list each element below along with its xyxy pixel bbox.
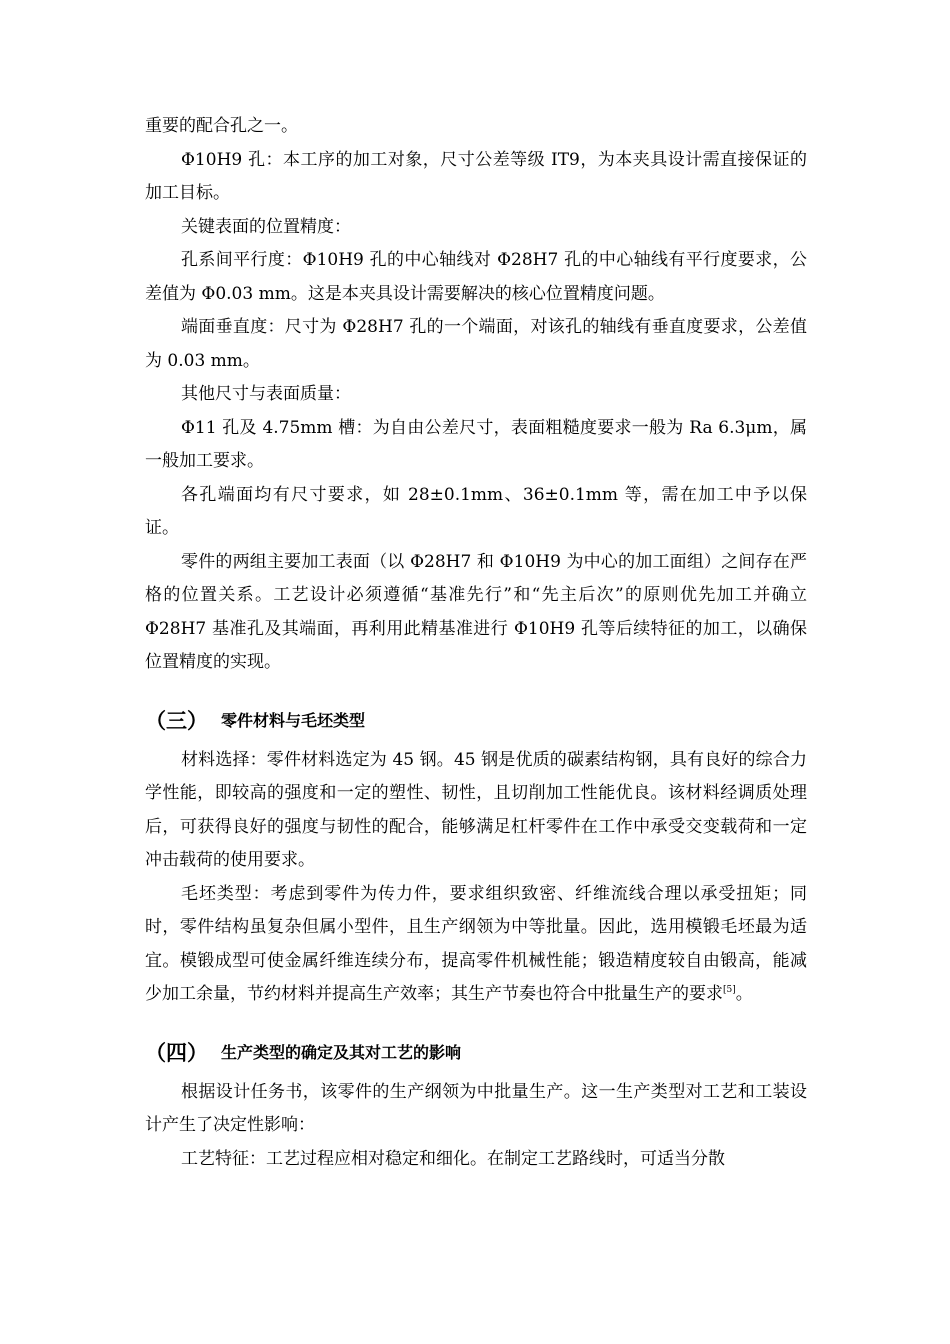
paragraph: 根据设计任务书，该零件的生产纲领为中批量生产。这一生产类型对工艺和工装设计产生了决定性影响： bbox=[145, 1081, 807, 1135]
section-title: 零件材料与毛坯类型 bbox=[221, 711, 366, 730]
paragraph: 关键表面的位置精度： bbox=[181, 216, 351, 237]
section-number: （四） bbox=[145, 1040, 208, 1065]
paragraph: Φ10H9 孔：本工序的加工对象，尺寸公差等级 IT9，为本夹具设计需直接保证的加工目标。 bbox=[145, 149, 807, 203]
section-number: （三） bbox=[145, 708, 208, 733]
section-title: 生产类型的确定及其对工艺的影响 bbox=[221, 1043, 462, 1062]
paragraph: Φ11 孔及 4.75mm 槽：为自由公差尺寸，表面粗糙度要求一般为 Ra 6.3μm，属一般加工要求。 bbox=[145, 417, 807, 471]
paragraph-end: 。 bbox=[735, 984, 753, 1004]
section-heading bbox=[145, 702, 807, 738]
document-page bbox=[145, 110, 807, 1176]
paragraph: 端面垂直度：尺寸为 Φ28H7 孔的一个端面，对该孔的轴线有垂直度要求，公差值为 0.03 mm。 bbox=[145, 317, 807, 371]
paragraph: 孔系间平行度：Φ10H9 孔的中心轴线对 Φ28H7 孔的中心轴线有平行度要求，公差值为 Φ0.03 mm。这是本夹具设计需要解决的核心位置精度问题。 bbox=[145, 250, 807, 304]
paragraph bbox=[145, 878, 807, 1012]
paragraph: 材料选择：零件材料选定为 45 钢。45 钢是优质的碳素结构钢，具有良好的综合力学性能，即较高的强度和一定的塑性、韧性，且切削加工性能优良。该材料经调质处理后，可获得良好的强度与韧性的配合，能够满足杠杆零件在工作中承受交变载荷和一定冲击载荷的使用要求。 bbox=[145, 749, 807, 870]
section-heading bbox=[145, 1034, 807, 1070]
paragraph: 各孔端面均有尺寸要求，如 28±0.1mm、36±0.1mm 等，需在加工中予以保证。 bbox=[145, 484, 807, 538]
paragraph-text: 毛坯类型：考虑到零件为传力件，要求组织致密、纤维流线合理以承受扭矩；同时，零件结构虽复杂但属小型件，且生产纲领为中等批量。因此，选用模锻毛坯最为适宜。模锻成型可使金属纤维连续分布，提高零件机械性能；锻造精度较自由锻高，能减少加工余量，节约材料并提高生产效率；其生产节奏也符合中批量生产的要求 bbox=[145, 883, 807, 1004]
paragraph: 零件的两组主要加工表面（以 Φ28H7 和 Φ10H9 为中心的加工面组）之间存在严格的位置关系。工艺设计必须遵循“基准先行”和“先主后次”的原则优先加工并确立 Φ28H7 基准孔及其端面，再利用此精基准进行 Φ10H9 孔等后续特征的加工，以确保位置精度的实现。 bbox=[145, 551, 807, 672]
paragraph: 工艺特征：工艺过程应相对稳定和细化。在制定工艺路线时，可适当分散 bbox=[181, 1148, 725, 1169]
paragraph: 其他尺寸与表面质量： bbox=[181, 384, 351, 404]
citation-ref: [5] bbox=[723, 985, 736, 995]
paragraph: 重要的配合孔之一。 bbox=[145, 116, 298, 136]
